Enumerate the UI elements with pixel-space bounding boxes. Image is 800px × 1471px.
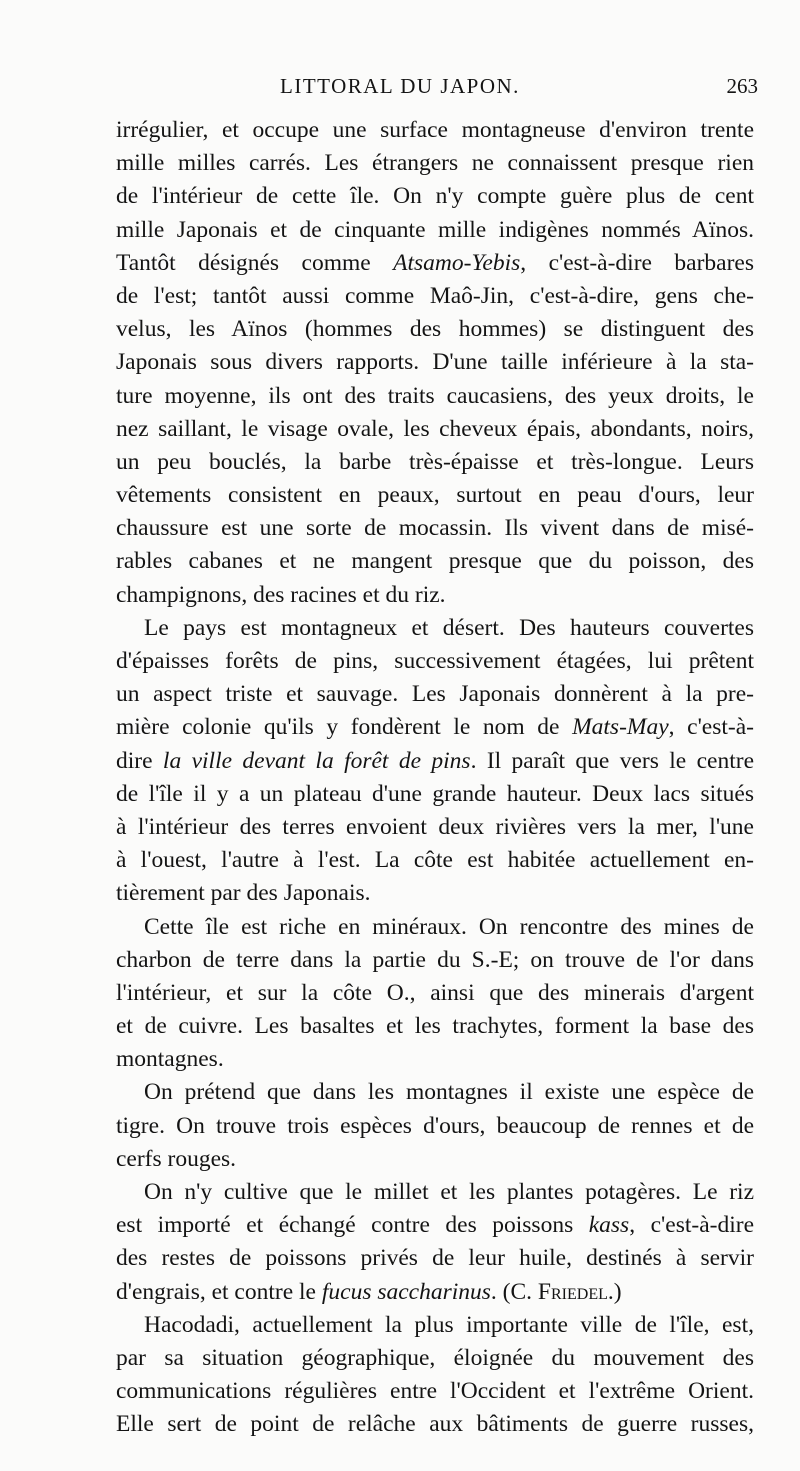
text-line — [116, 745, 754, 778]
text-segment: communications régulières entre l'Occident et l'extrême Orient. — [116, 1378, 754, 1405]
text-segment: chaussure est une sorte de mocassin. Ils vivent dans de misé- — [116, 515, 754, 542]
text-segment: charbon de terre dans la partie du S.-E; on trouve de l'or dans — [116, 946, 754, 973]
text-line — [116, 1143, 754, 1176]
text-segment: d'épaisses forêts de pins, successivement étagées, lui prêtent — [116, 648, 754, 674]
text-segment: velus, les Aïnos (hommes des hommes) se distinguent des — [116, 316, 754, 343]
text-segment: de l'île il y a un plateau d'une grande hauteur. Deux lacs situés — [116, 780, 754, 807]
text-segment: de l'est; tantôt aussi comme Maô-Jin, c'est-à-dire, gens che- — [116, 282, 754, 309]
text-line — [116, 1309, 754, 1342]
text-line — [116, 579, 754, 612]
text-line — [116, 977, 754, 1010]
text-segment: à l'ouest, l'autre à l'est. La côte est habitée actuellement en- — [116, 847, 754, 874]
text-line — [116, 214, 754, 247]
text-segment: mille Japonais et de cinquante mille indigènes nommés Aïnos. — [116, 216, 754, 243]
italic-text: Mats-May — [572, 714, 669, 741]
text-line — [116, 545, 754, 578]
text-line — [116, 1010, 754, 1043]
text-segment: Tantôt désignés comme — [116, 249, 394, 276]
text-line — [116, 645, 754, 678]
text-line — [116, 280, 754, 313]
text-segment: un aspect triste et sauvage. Les Japonais donnèrent à la pre- — [116, 681, 754, 708]
text-segment: Le pays est montagneux et désert. Des hauteurs couvertes — [144, 614, 754, 641]
text-segment: mille milles carrés. Les étrangers ne connaissent presque rien — [116, 150, 754, 177]
text-line — [116, 1176, 754, 1209]
text-line — [116, 180, 754, 213]
text-line — [116, 1408, 754, 1441]
text-segment: Elle sert de point de relâche aux bâtiments de guerre russes, — [116, 1411, 754, 1438]
text-segment: ture moyenne, ils ont des traits caucasiens, des yeux droits, le — [116, 382, 754, 409]
italic-text: Atsamo-Yebis — [393, 249, 521, 276]
text-line — [116, 479, 754, 512]
text-line — [116, 247, 754, 280]
text-segment: cerfs rouges. — [116, 1145, 237, 1172]
text-line — [116, 313, 754, 346]
text-segment: , c'est-à- — [668, 714, 754, 741]
text-segment: nez saillant, le visage ovale, les cheveux épais, abondants, noirs, — [116, 415, 754, 442]
running-title: LITTORAL DU JAPON. — [280, 74, 520, 98]
text-segment: tièrement par des Japonais. — [116, 880, 371, 907]
text-line — [116, 877, 754, 910]
italic-text: la ville devant la forêt de pins — [162, 747, 471, 774]
text-line — [116, 911, 754, 944]
text-line — [116, 413, 754, 446]
text-line — [116, 446, 754, 479]
author-name: Friedel — [537, 1278, 608, 1305]
text-segment: champignons, des racines et du riz. — [116, 581, 446, 608]
text-segment: des restes de poissons privés de leur huile, destinés à servir — [116, 1245, 754, 1272]
italic-text: kass — [588, 1212, 630, 1239]
text-segment: et de cuivre. Les basaltes et les trachytes, forment la base des — [116, 1013, 754, 1040]
text-line — [116, 1043, 754, 1076]
text-line — [116, 512, 754, 545]
text-segment: Cette île est riche en minéraux. On rencontre des mines de — [144, 913, 754, 940]
text-line — [116, 1209, 754, 1242]
text-line — [116, 1076, 754, 1109]
text-segment: Japonais sous divers rapports. D'une taille inférieure à la sta- — [116, 349, 754, 376]
text-line — [116, 612, 754, 645]
page-number: 263 — [726, 74, 758, 98]
text-line — [116, 1375, 754, 1408]
text-line — [116, 811, 754, 844]
text-segment: irrégulier, et occupe une surface montagneuse d'environ trente — [116, 117, 754, 143]
text-line — [116, 844, 754, 877]
text-line — [116, 944, 754, 977]
text-line — [116, 1276, 754, 1309]
text-segment: , c'est-à-dire barbares — [520, 249, 754, 276]
italic-text: fucus saccharinus — [321, 1278, 491, 1305]
text-segment: rables cabanes et ne mangent presque que du poisson, des — [116, 548, 754, 575]
text-line — [116, 1342, 754, 1375]
text-segment: , c'est-à-dire — [629, 1212, 754, 1239]
text-segment: d'engrais, et contre le — [116, 1278, 322, 1305]
text-segment: tigre. On trouve trois espèces d'ours, beaucoup de rennes et de — [116, 1112, 754, 1139]
text-line — [116, 380, 754, 413]
text-line — [116, 711, 754, 744]
text-line — [116, 778, 754, 811]
text-segment: de l'intérieur de cette île. On n'y compte guère plus de cent — [116, 183, 754, 210]
text-line — [116, 114, 754, 147]
text-segment: est importé et échangé contre des poissons — [116, 1212, 589, 1239]
text-segment: mière colonie qu'ils y fondèrent le nom de — [116, 714, 573, 741]
text-segment: .) — [607, 1278, 622, 1305]
text-segment: . Il paraît que vers le centre — [470, 747, 754, 774]
text-segment: l'intérieur, et sur la côte O., ainsi que des minerais d'argent — [116, 979, 754, 1006]
text-line — [116, 678, 754, 711]
text-segment: On n'y cultive que le millet et les plantes potagères. Le riz — [144, 1179, 754, 1205]
text-segment: . (C. — [490, 1278, 538, 1305]
text-segment: montagnes. — [116, 1046, 224, 1073]
text-segment: On prétend que dans les montagnes il existe une espèce de — [144, 1079, 754, 1106]
text-segment: vêtements consistent en peaux, surtout en peau d'ours, leur — [116, 482, 754, 509]
text-segment: à l'intérieur des terres envoient deux rivières vers la mer, l'une — [116, 813, 754, 840]
text-segment: par sa situation géographique, éloignée du mouvement des — [116, 1344, 754, 1371]
body-text — [116, 114, 754, 1442]
text-segment: Hacodadi, actuellement la plus importante ville de l'île, est, — [144, 1311, 754, 1338]
text-line — [116, 1242, 754, 1275]
text-segment: un peu bouclés, la barbe très-épaisse et très-longue. Leurs — [116, 448, 754, 475]
text-segment: dire — [116, 747, 163, 774]
text-line — [116, 346, 754, 379]
text-line — [116, 1110, 754, 1143]
page-header — [118, 74, 758, 104]
text-line — [116, 147, 754, 180]
